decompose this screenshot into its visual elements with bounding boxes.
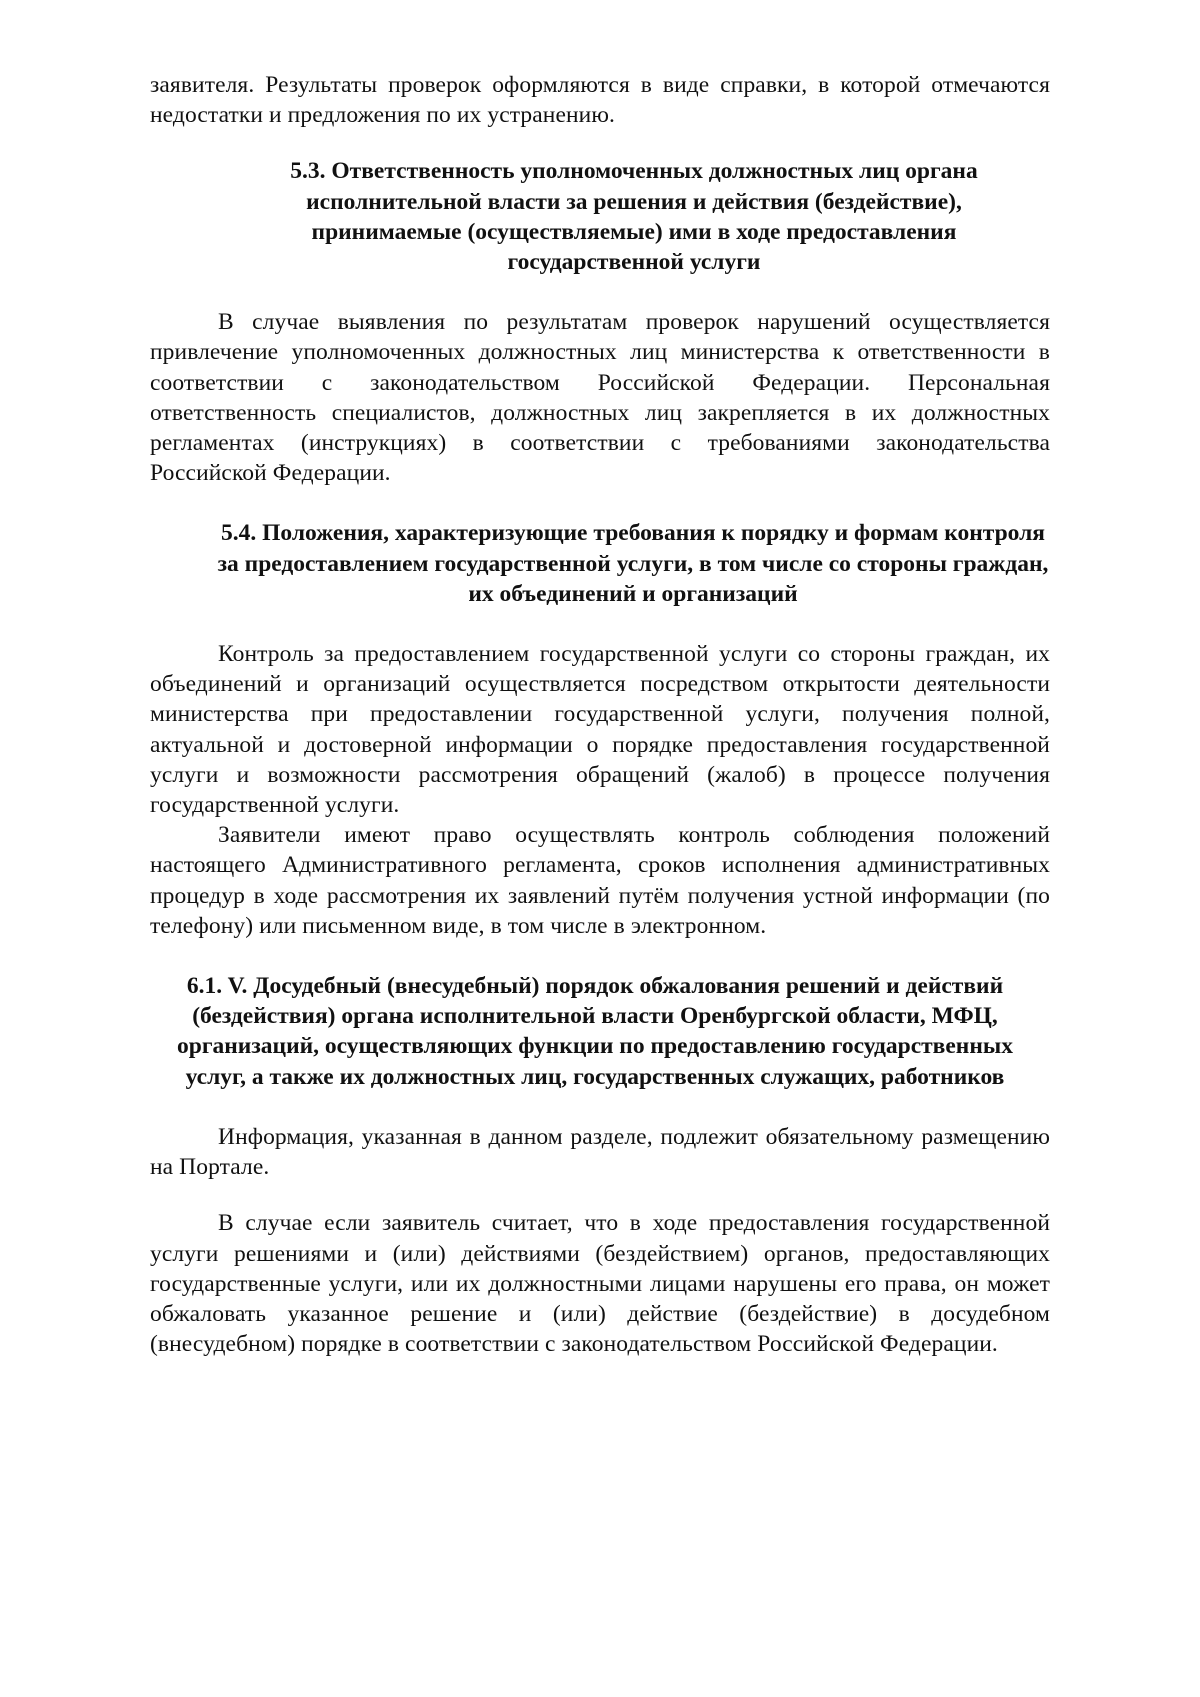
spacer <box>150 277 1050 307</box>
section-6-1-paragraph-2: В случае если заявитель считает, что в ходе предоставления государственной услуги решениями и (или) действиями (бездействием) органов, предоставляющих государственные услуги, или их должностными лицами нарушены его права, он может обжаловать указанное решение и (или) действие (бездействие) в досудебном (внесудебном) порядке в соответствии с законодательством Российской Федерации. <box>150 1210 1050 1358</box>
section-6-1-heading: 6.1. V. Досудебный (внесудебный) порядок обжалования решений и действий (бездействия) органа исполнительной власти Оренбургской области, МФЦ, организаций, осуществляющих функции по предоставлению государственных услуг, а также их должностных лиц, государственных служащих, работников <box>177 973 1013 1090</box>
spacer <box>150 941 1050 971</box>
section-5-4-paragraph-2: Заявители имеют право осуществлять контроль соблюдения положений настоящего Административного регламента, сроков исполнения административных процедур в ходе рассмотрения их заявлений путём получения устной информации (по телефону) или письменном виде, в том числе в электронном. <box>150 822 1050 939</box>
spacer <box>150 130 1050 156</box>
spacer <box>150 609 1050 639</box>
section-5-4-heading: 5.4. Положения, характеризующие требования к порядку и формам контроля за предоставлением государственной услуги, в том числе со стороны граждан, их объединений и организаций <box>217 520 1049 607</box>
document-page <box>150 70 1050 1359</box>
spacer <box>150 1182 1050 1208</box>
section-5-4-paragraph-1: Контроль за предоставлением государственной услуги со стороны граждан, их объединений и организаций осуществляется посредством открытости деятельности министерства при предоставлении государственной услуги, получения полной, актуальной и достоверной информации о порядке предоставления государственной услуги и возможности рассмотрения обращений (жалоб) в процессе получения государственной услуги. <box>150 641 1050 819</box>
spacer <box>150 1092 1050 1122</box>
section-6-1-paragraph-1: Информация, указанная в данном разделе, подлежит обязательному размещению на Портале. <box>150 1123 1050 1181</box>
section-5-3-heading: 5.3. Ответственность уполномоченных должностных лиц органа исполнительной власти за решения и действия (бездействие), принимаемые (осуществляемые) ими в ходе предоставления государственной услуги <box>290 158 978 276</box>
intro-paragraph: заявителя. Результаты проверок оформляются в виде справки, в которой отмечаются недостатки и предложения по их устранению. <box>150 72 1050 129</box>
spacer <box>150 488 1050 518</box>
section-5-3-paragraph: В случае выявления по результатам проверок нарушений осуществляется привлечение уполномоченных должностных лиц министерства к ответственности в соответствии с законодательством Российской Федерации. Персональная ответственность специалистов, должностных лиц закрепляется в их должностных регламентах (инструкциях) в соответствии с требованиями законодательства Российской Федерации. <box>150 309 1050 487</box>
